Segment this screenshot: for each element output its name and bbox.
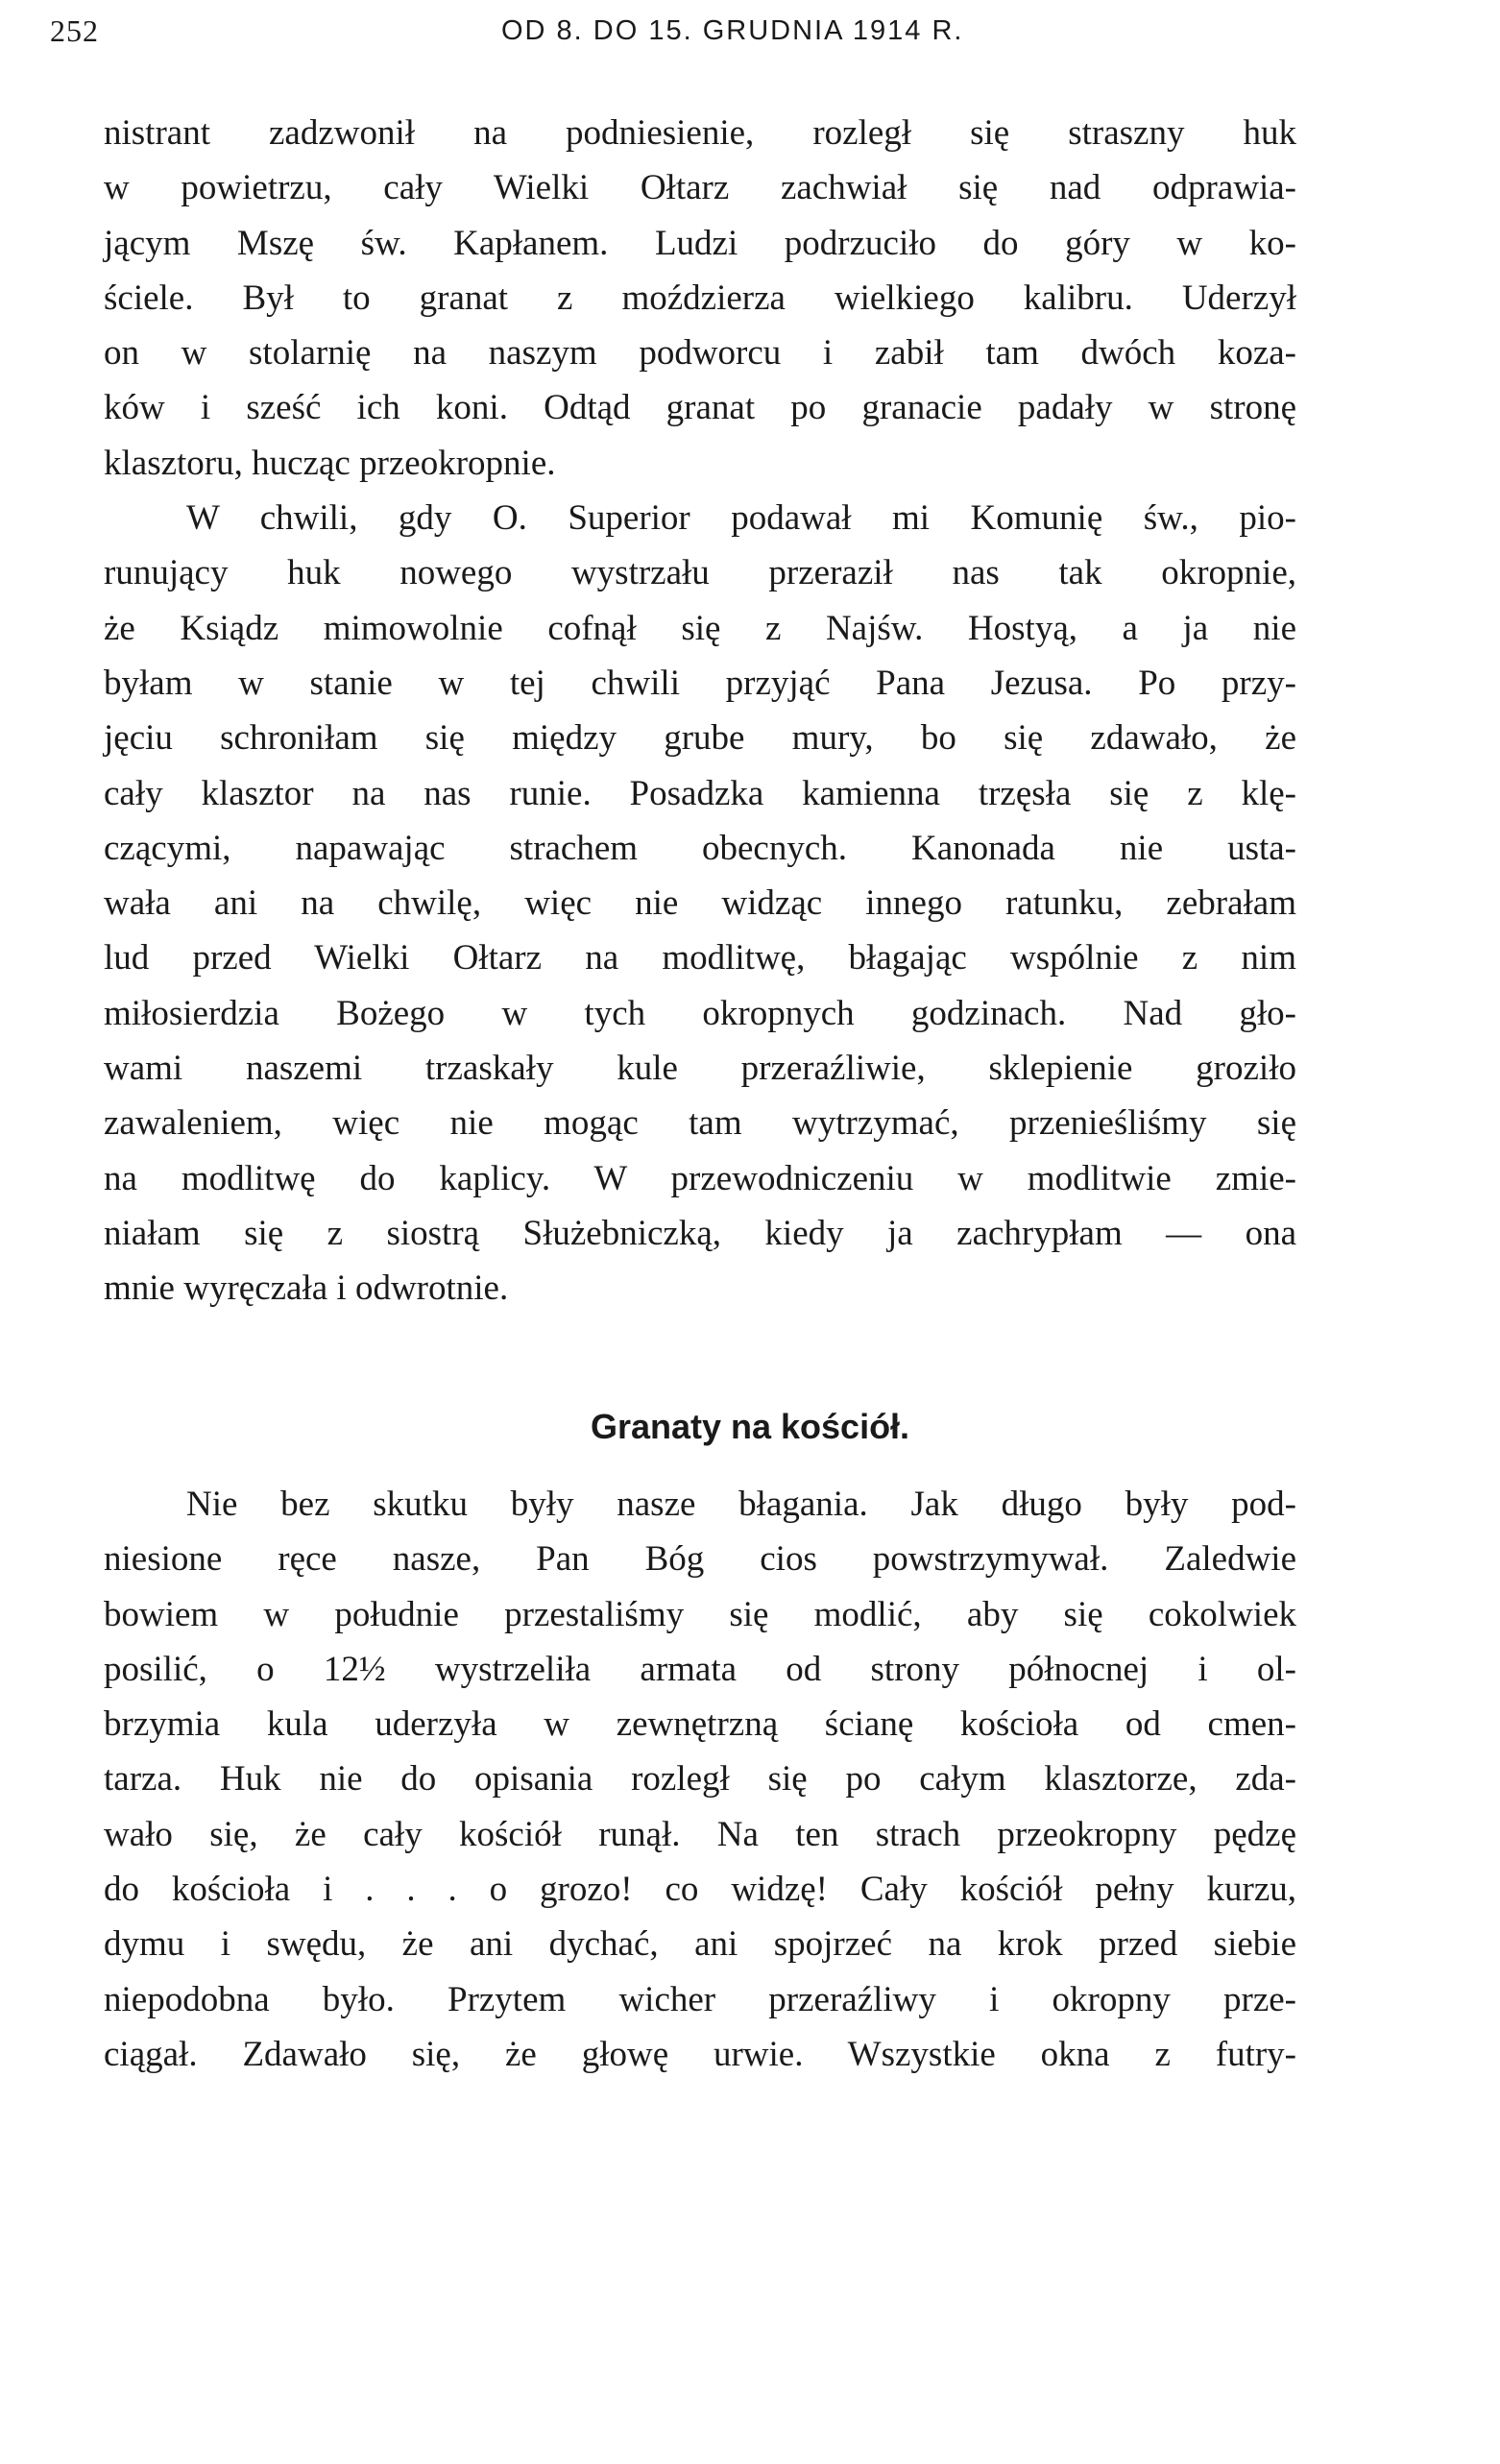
text-line: bowiem w południe przestaliśmy się modlić, aby się cokolwiek <box>104 1594 1296 1634</box>
text-line: nistrant zadzwonił na podniesienie, rozległ się straszny huk <box>104 113 1296 153</box>
text-line: ściele. Był to granat z moździerza wielkiego kalibru. Uderzył <box>104 278 1296 318</box>
text-line: cały klasztor na nas runie. Posadzka kamienna trzęsła się z klę- <box>104 773 1296 813</box>
text-line: lud przed Wielki Ołtarz na modlitwę, błagając wspólnie z nim <box>104 938 1296 978</box>
page-header <box>50 8 1010 54</box>
text-line: zawaleniem, więc nie mogąc tam wytrzymać, przenieśliśmy się <box>104 1103 1296 1144</box>
text-line: niałam się z siostrą Służebniczką, kiedy ja zachrypłam — ona <box>104 1213 1296 1253</box>
text-block-bottom <box>104 1477 1296 2082</box>
text-line: w powietrzu, cały Wielki Ołtarz zachwiał się nad odprawia- <box>104 168 1296 208</box>
text-line: wało się, że cały kościół runął. Na ten strach przeokropny pędzę <box>104 1814 1296 1854</box>
text-line: posilić, o 12½ wystrzeliła armata od strony północnej i ol- <box>104 1649 1296 1689</box>
text-line: runujący huk nowego wystrzału przeraził nas tak okropnie, <box>104 553 1296 593</box>
text-line: że Ksiądz mimowolnie cofnął się z Najśw. Hostyą, a ja nie <box>104 608 1296 648</box>
text-line: jącym Mszę św. Kapłanem. Ludzi podrzuciło do góry w ko- <box>104 223 1296 263</box>
text-line: na modlitwę do kaplicy. W przewodniczeniu w modlitwie zmie- <box>104 1158 1296 1198</box>
text-line: miłosierdzia Bożego w tych okropnych godzinach. Nad gło- <box>104 993 1296 1033</box>
text-line: ków i sześć ich koni. Odtąd granat po granacie padały w stronę <box>104 388 1296 428</box>
section-title: Granaty na kościół. <box>590 1407 910 1446</box>
text-line: do kościoła i . . . o grozo! co widzę! Cały kościół pełny kurzu, <box>104 1870 1296 1910</box>
text-line: tarza. Huk nie do opisania rozległ się po całym klasztorze, zda- <box>104 1759 1296 1800</box>
text-line: Nie bez skutku były nasze błagania. Jak długo były pod- <box>186 1485 1296 1524</box>
text-block-top <box>104 106 1296 1317</box>
text-line: mnie wyręczała i odwrotnie. <box>104 1268 509 1309</box>
page-number: 252 <box>50 13 99 48</box>
text-line: wami naszemi trzaskały kule przeraźliwie, sklepienie groziło <box>104 1049 1296 1089</box>
text-line: byłam w stanie w tej chwili przyjąć Pana Jezusa. Po przy- <box>104 663 1296 703</box>
text-line: brzymia kula uderzyła w zewnętrzną ścianę kościoła od cmen- <box>104 1704 1296 1745</box>
text-line: dymu i swędu, że ani dychać, ani spojrzeć na krok przed siebie <box>104 1924 1296 1965</box>
text-line: jęciu schroniłam się między grube mury, bo się zdawało, że <box>104 718 1296 759</box>
text-line: ciągał. Zdawało się, że głowę urwie. Wszystkie okna z futry- <box>104 2034 1296 2074</box>
text-line: on w stolarnię na naszym podworcu i zabił tam dwóch koza- <box>104 333 1296 374</box>
text-line: niepodobna było. Przytem wicher przeraźliwy i okropny prze- <box>104 1979 1296 2019</box>
text-line: klasztoru, hucząc przeokropnie. <box>104 443 556 483</box>
text-line: czącymi, napawając strachem obecnych. Kanonada nie usta- <box>104 828 1296 868</box>
text-line: W chwili, gdy O. Superior podawał mi Komunię św., pio- <box>186 498 1296 539</box>
text-line: niesione ręce nasze, Pan Bóg cios powstrzymywał. Zaledwie <box>104 1539 1296 1580</box>
text-line: wała ani na chwilę, więc nie widząc innego ratunku, zebrałam <box>104 883 1296 924</box>
running-head: OD 8. DO 15. GRUDNIA 1914 R. <box>501 15 964 46</box>
